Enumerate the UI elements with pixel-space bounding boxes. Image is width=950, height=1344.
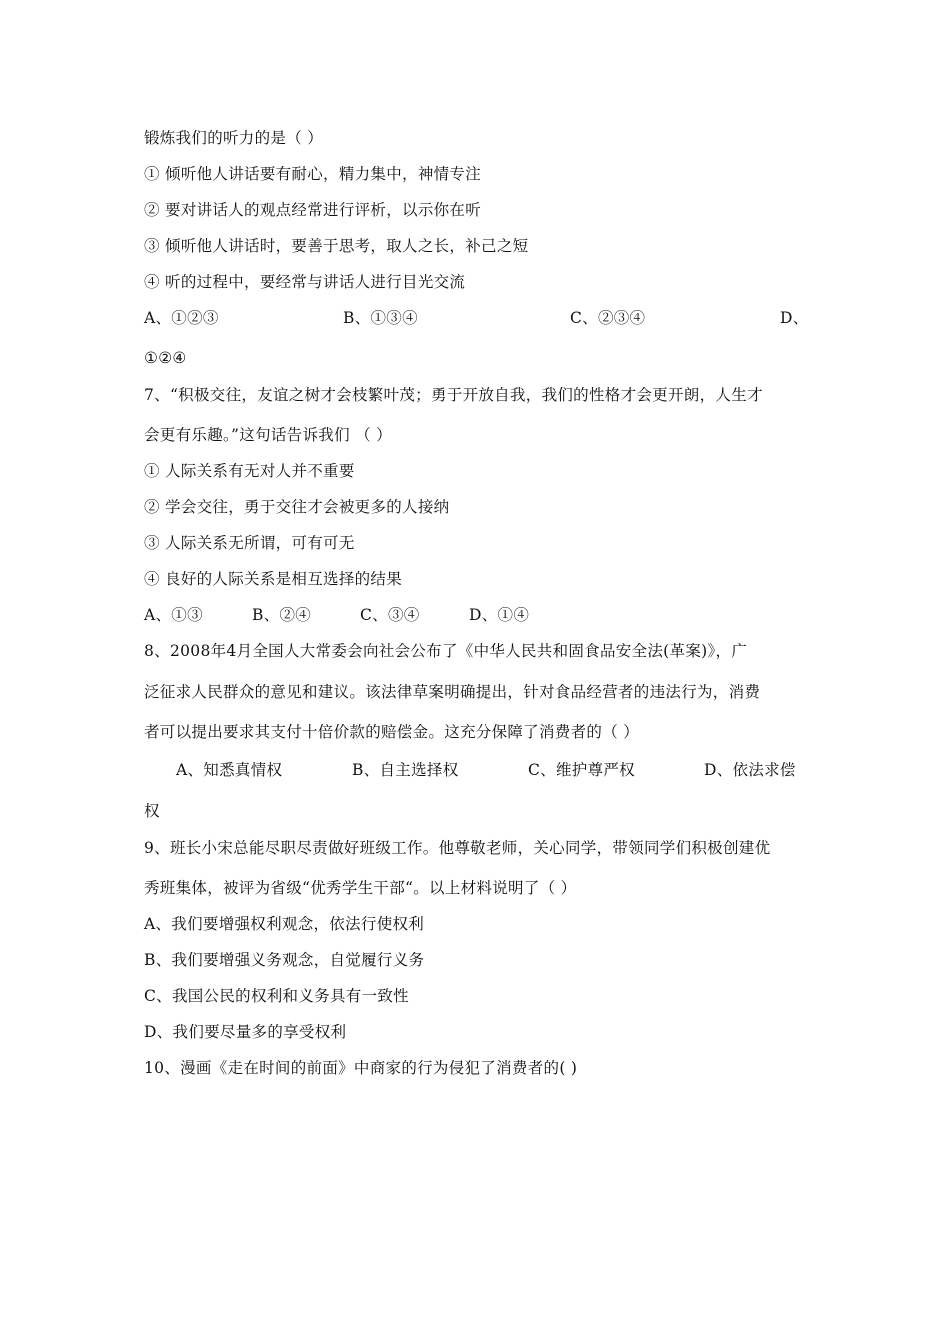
q8-option-c: C、维护尊严权 (528, 761, 635, 779)
q7-item-2: ② 学会交往，勇于交往才会被更多的人接纳 (144, 498, 450, 516)
q9-stem-line-1: 9、班长小宋总能尽职尽责做好班级工作。他尊敬老师，关心同学，带领同学们积极创建优 (144, 839, 771, 857)
q6-item-1: ① 倾听他人讲话要有耐心，精力集中，神情专注 (144, 165, 482, 183)
q9-option-d: D、我们要尽量多的享受权利 (144, 1023, 347, 1041)
q9-option-a: A、我们要增强权利观念，依法行使权利 (144, 915, 425, 933)
q6-option-b: B、①③④ (343, 309, 418, 327)
q7-option-b: B、②④ (252, 606, 312, 624)
q7-option-a: A、①③ (144, 606, 203, 624)
q6-item-4: ④ 听的过程中，要经常与讲话人进行目光交流 (144, 273, 466, 291)
q8-option-b: B、自主选择权 (352, 761, 459, 779)
q7-stem-line-1: 7、“积极交往，友谊之树才会枝繁叶茂；勇于开放自我，我们的性格才会更开朗，人生才 (144, 386, 763, 404)
q9-option-b: B、我们要增强义务观念，自觉履行义务 (144, 951, 425, 969)
q8-stem-line-3: 者可以提出要求其支付十倍价款的赔偿金。这充分保障了消费者的（ ） (144, 723, 640, 741)
q9-stem-line-2: 秀班集体，被评为省级“优秀学生干部“。以上材料说明了（ ） (144, 879, 577, 897)
q6-option-d: D、 (780, 309, 809, 327)
q7-option-d: D、①④ (469, 606, 530, 624)
q7-option-c: C、③④ (360, 606, 420, 624)
q6-option-d-wrap: ①②④ (144, 349, 187, 367)
q8-stem-line-2: 泛征求人民群众的意见和建议。该法律草案明确提出，针对食品经营者的违法行为，消费 (144, 683, 761, 701)
q9-option-c: C、我国公民的权利和义务具有一致性 (144, 987, 409, 1005)
q6-option-c: C、②③④ (570, 309, 646, 327)
q7-stem-line-2: 会更有乐趣。”这句话告诉我们 （ ） (144, 426, 392, 444)
q10-stem: 10、漫画《走在时间的前面》中商家的行为侵犯了消费者的( ) (144, 1059, 578, 1077)
q8-option-a: A、知悉真情权 (176, 761, 283, 779)
q7-item-1: ① 人际关系有无对人并不重要 (144, 462, 355, 480)
q6-stem-tail: 锻炼我们的听力的是（ ） (144, 129, 324, 147)
q8-option-d-wrap: 权 (144, 802, 160, 820)
q7-item-3: ③ 人际关系无所谓，可有可无 (144, 534, 355, 552)
q6-option-a: A、①②③ (144, 309, 219, 327)
q8-stem-line-1: 8、2008年4月全国人大常委会向社会公布了《中华人民共和固食品安全法(革案)》，广 (144, 642, 748, 660)
q8-option-d: D、依法求偿 (704, 761, 796, 779)
q6-item-2: ② 要对讲话人的观点经常进行评析，以示你在听 (144, 201, 482, 219)
q7-item-4: ④ 良好的人际关系是相互选择的结果 (144, 570, 403, 588)
q6-item-3: ③ 倾听他人讲话时，要善于思考，取人之长，补己之短 (144, 237, 529, 255)
